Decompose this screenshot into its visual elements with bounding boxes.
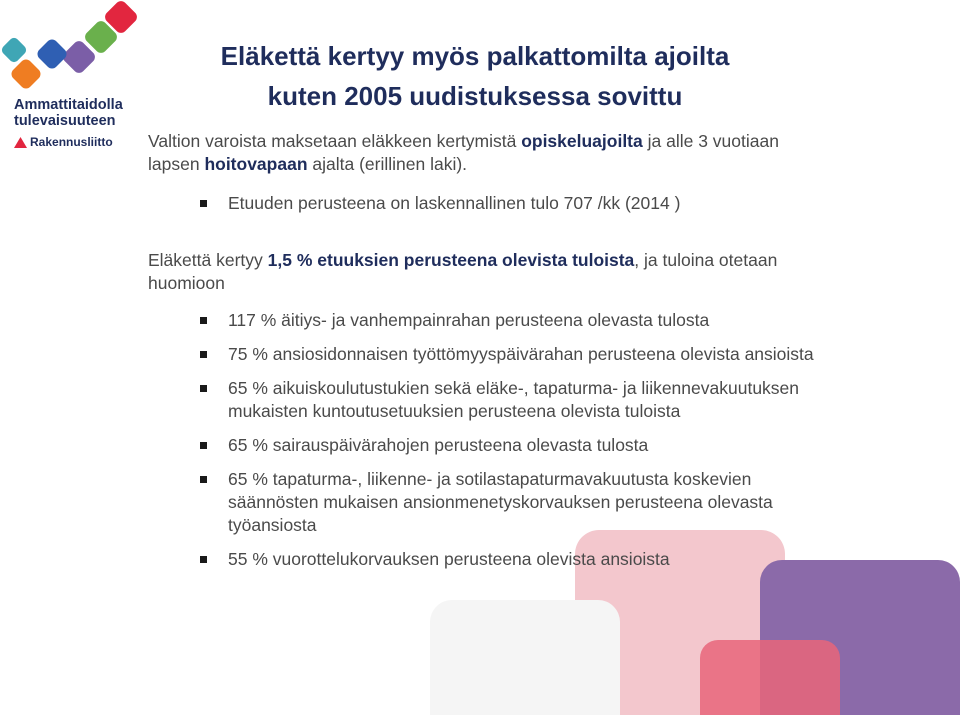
accrual-text-2: , ja tuloina otetaan huomioon — [148, 250, 778, 293]
slide-content — [148, 130, 828, 571]
basis-bullet: Etuuden perusteena on laskennallinen tulo 707 /kk (2014 ) — [148, 192, 828, 215]
list-item: 65 % aikuiskoulutustukien sekä eläke-, tapaturma- ja liikennevakuutuksen mukaisten kuntoutusetuuksien perusteena olevista tuloista — [148, 377, 828, 423]
accrual-bold: 1,5 % etuuksien perusteena olevista tuloista — [267, 250, 635, 270]
title-line2: kuten 2005 uudistuksessa sovittu — [267, 81, 683, 111]
accrual-paragraph — [148, 249, 828, 295]
income-list — [148, 309, 828, 571]
accrual-text-1: Eläkettä kertyy — [148, 250, 268, 270]
logo-line1: Ammattitaidolla — [14, 97, 123, 113]
intro-bold-1: opiskeluajoilta — [521, 131, 643, 151]
title-line1: Eläkettä kertyy myös palkattomilta ajoilta — [220, 41, 730, 71]
list-item: 75 % ansiosidonnaisen työttömyyspäivärahan perusteena olevista ansioista — [148, 343, 828, 366]
intro-text-1: Valtion varoista maksetaan eläkkeen kertymistä — [148, 131, 522, 151]
slide-title — [150, 36, 800, 116]
logo-brand: Rakennusliitto — [30, 135, 113, 149]
logo — [0, 0, 150, 160]
logo-line2: tulevaisuuteen — [14, 113, 116, 129]
deco-square-red — [700, 640, 840, 715]
list-item: 117 % äitiys- ja vanhempainrahan perusteena olevasta tulosta — [148, 309, 828, 332]
deco-square-light — [430, 600, 620, 715]
list-item: 65 % sairauspäivärahojen perusteena olevasta tulosta — [148, 434, 828, 457]
list-item: 55 % vuorottelukorvauksen perusteena olevista ansioista — [148, 548, 828, 571]
basis-list — [148, 192, 828, 215]
intro-text-2: ja alle 3 vuotiaan lapsen — [148, 131, 779, 174]
intro-bold-2: hoitovapaan — [204, 154, 308, 174]
intro-text-3: ajalta (erillinen laki). — [307, 154, 468, 174]
rakennusliitto-mark-icon — [14, 137, 27, 148]
intro-paragraph — [148, 130, 828, 176]
list-item: 65 % tapaturma-, liikenne- ja sotilastapaturmavakuutusta koskevien säännösten mukaisen ansionmenetyskorvauksen perusteena olevasta työansiosta — [148, 468, 828, 537]
